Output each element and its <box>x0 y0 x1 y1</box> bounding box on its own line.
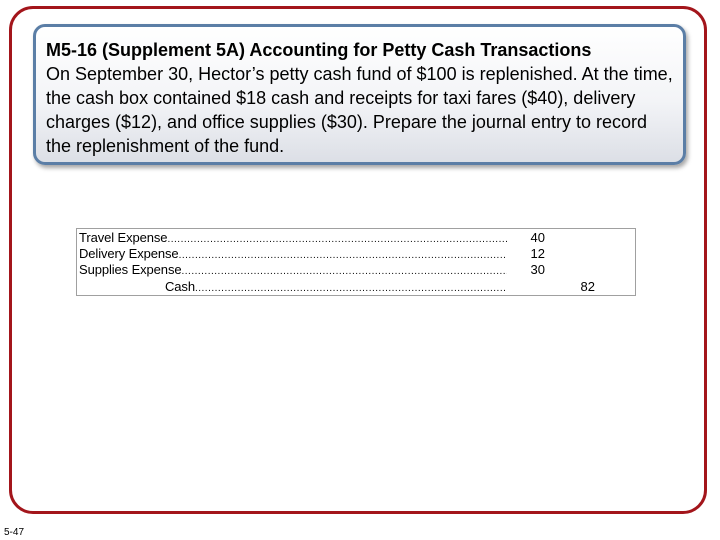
journal-row-delivery-expense <box>77 246 635 262</box>
question-box <box>33 24 686 165</box>
journal-entry-table <box>76 228 636 296</box>
account-name: Travel Expense ..... <box>79 230 507 248</box>
debit-amount: 12 <box>530 246 545 261</box>
debit-amount: 30 <box>530 262 545 277</box>
journal-row-supplies-expense <box>77 262 635 278</box>
debit-amount: 40 <box>530 230 545 245</box>
slide-number: 5-47 <box>4 527 25 538</box>
question-title: M5-16 (Supplement 5A) Accounting for Petty Cash Transactions <box>46 40 592 60</box>
account-name: Cash ..... <box>165 279 507 297</box>
credit-amount: 82 <box>580 279 595 294</box>
account-name: Delivery Expense ..... <box>79 246 507 264</box>
question-body: On September 30, Hector’s petty cash fund of $100 is replenished. At the time, the cash box contained $18 cash and receipts for taxi fares ($40), delivery charges ($12), and office supplies ($30). Prepare the journal entry to record the replenishment of the fund. <box>46 64 673 156</box>
journal-row-travel-expense <box>77 230 635 246</box>
account-name: Supplies Expense ..... <box>79 262 507 280</box>
journal-row-cash <box>77 279 635 295</box>
